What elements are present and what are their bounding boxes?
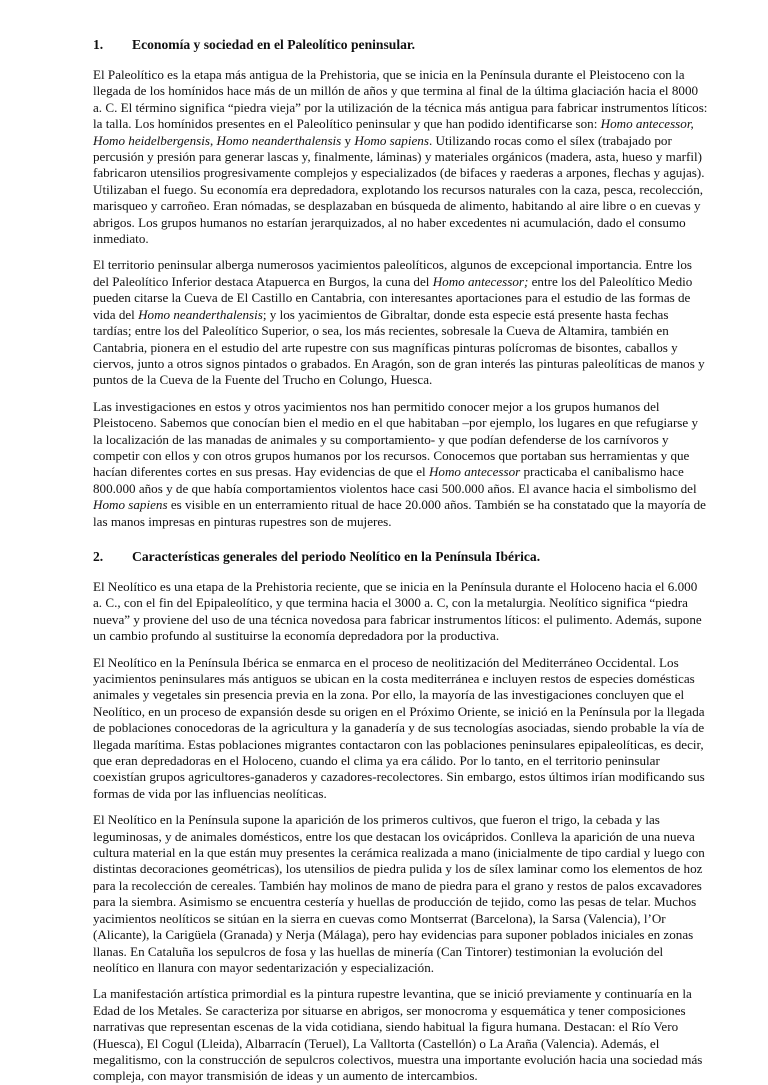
species-name: Homo antecessor [428, 464, 521, 480]
text-run: . Utilizando rocas como el sílex (trabajado por percusión y presión para generar lascas y, finalmente, láminas) y materiales orgánicos (madera, asta, hueso y marfil) fabricaron utensilios progresivamente complejos y especializados (de bifaces y raederas a arpones, flechas y agujas). Utilizaban el fuego. Su economía era depredadora, explotando los recursos naturales con la caza, pesca, recolección, marisqueo y carroñeo. Eran nómadas, se desplazaban en búsqueda de alimento, habitando al aire libre o en cuevas y abrigos. Los grupos humanos no estarían jerarquizados, al no haber excedentes ni acumulación, dado el consumo inmediato. [93, 132, 705, 247]
text-run: La manifestación artística primordial es la pintura rupestre levantina, que se inició previamente y continuaría en la Edad de los Metales. Se caracteriza por situarse en abrigos, ser monocroma y esquemática y tener composiciones narrativas que representan escenas de la vida cotidiana, siendo habitual la figura humana. Destacan: el Río Vero (Huesca), El Cogul (Lleida), Albarracín (Teruel), La Valltorta (Castellón) o La Araña (Valencia). Además, el megalitismo, con la construcción de sepulcros colectivos, muestra una importante evolución hacia una sociedad más compleja, con mayor transmisión de ideas y un aumento de intercambios. [93, 986, 703, 1084]
species-name: Homo sapiens [93, 497, 168, 513]
section-title: Características generales del periodo Neolítico en la Península Ibérica. [132, 548, 541, 564]
section-paleolithic [93, 36, 708, 530]
text-run: y [341, 132, 355, 148]
section-number: 2. [93, 548, 104, 564]
text-run: entre los del Paleolítico Medio pueden citarse la Cueva de El Castillo en Cantabria, con interesantes aportaciones para el estudio de las formas de vida del [93, 273, 693, 322]
paragraph [93, 812, 708, 976]
text-run: El Neolítico en la Península supone la aparición de los primeros cultivos, que fueron el trigo, la cebada y las leguminosas, y de animales domésticos, entre los que destacan los ovicápridos. Conlleva la aparición de una nueva cultura material en la que están muy presentes la cerámica realizada a mano (inicialmente de tipo cardial y luego con distintas decoraciones geométricas), los utensilios de piedra pulida y los de sílex laminar como los elementos de hoz para la recolección de cereales. También hay molinos de mano de piedra para el grano y restos de palos excavadores para la siembra. Asimismo se encuentra cestería y huellas de producción de tejido, como las pesas de telar. Muchos yacimientos neolíticos se sitúan en la sierra en cuevas como Montserrat (Barcelona), la Sarsa (Valencia), l’Or (Alicante), la Carigüela (Granada) y Nerja (Málaga), pero hay evidencias para suponer poblados iniciales en zonas llanas. En Cataluña los sepulcros de fosa y las huellas de minería (Can Tintorer) testimonian la evolución del neolítico en llanura con mayor sedentarización y especialización. [93, 812, 705, 975]
species-name: Homo neanderthalensis [216, 132, 342, 148]
section-number: 1. [93, 37, 104, 52]
species-name: Homo antecessor, Homo heidelbergensis [93, 116, 694, 148]
species-name: Homo neanderthalensis [138, 306, 263, 322]
text-run: practicaba el canibalismo hace 800.000 años y de que había comportamientos violentos hace casi 500.000 años. El avance hacia el simbolismo del [93, 464, 697, 496]
paragraph [93, 579, 708, 645]
section-title: Economía y sociedad en el Paleolítico peninsular. [132, 37, 416, 52]
text-run: , [209, 132, 217, 148]
text-run: ; y los yacimientos de Gibraltar, donde esta especie está presente hasta fechas tardías; entre los del Paleolítico Superior, o sea, los más recientes, sobresale la Cueva de Altamira, también en Cantabria, pionera en el estudio del arte rupestre con sus magníficas pinturas polícromas de bisontes, caballos y ciervos, junto a otros signos pintados o grabados. En Aragón, son de gran interés las pinturas paleolíticas de manos y puntos de la Cueva de la Fuente del Trucho en Colungo, Huesca. [93, 306, 705, 388]
paragraph [93, 67, 708, 247]
text-run: El territorio peninsular alberga numerosos yacimientos paleolíticos, algunos de excepcional importancia. Entre los del Paleolítico Inferior destaca Atapuerca en Burgos, la cuna del [93, 257, 692, 289]
paragraph [93, 986, 708, 1084]
section-heading [93, 548, 708, 565]
text-run: El Neolítico es una etapa de la Prehistoria reciente, que se inicia en la Península durante el Holoceno hacia el 6.000 a. C., con el fin del Epipaleolítico, y que termina hacia el 3000 a. C, con la metalurgia. Neolítico significa “piedra nueva” y proviene del uso de una técnica novedosa para fabricar instrumentos líticos: el pulimento. Además, supone un cambio profundo al sustituirse la economía depredadora por la productiva. [93, 578, 702, 644]
text-run: El Neolítico en la Península Ibérica se enmarca en el proceso de neolitización del Mediterráneo Occidental. Los yacimientos peninsulares más antiguos se ubican en la costa mediterránea e incluyen restos de especies domésticas animales y vegetales sin presencia previa en la zona. Por ello, la mayoría de las investigaciones concluyen que el Neolítico, en un proceso de expansión desde su origen en el Próximo Oriente, se inició en la Península por la llegada de poblaciones conocedoras de la agricultura y la ganadería y de sus tecnologías asociadas, siendo probable la vía de llegada marítima. Estas poblaciones migrantes contactaron con las poblaciones peninsulares epipaleolíticas, es decir, que eran depredadoras en el Holoceno, cuando el clima ya era cálido. Por lo tanto, en el territorio peninsular coexistían grupos agricultores-ganaderos y cazadores-recolectores. Sin embargo, estos últimos irían modificando sus formas de vida por las influencias neolíticas. [93, 654, 705, 801]
text-run: El Paleolítico es la etapa más antigua de la Prehistoria, que se inicia en la Península durante el Pleistoceno con la llegada de los homínidos hace más de un millón de años y que termina al final de la última glaciación hacia el 8000 a. C. El término significa “piedra vieja” por la utilización de la técnica más antigua para fabricar instrumentos líticos: la talla. Los homínidos presentes en el Paleolítico peninsular y que han podido identificarse son: [93, 67, 708, 132]
text-run: es visible en un enterramiento ritual de hace 20.000 años. También se ha constatado que la mayoría de las manos impresas en pinturas rupestres son de mujeres. [93, 497, 706, 529]
text-run: Las investigaciones en estos y otros yacimientos nos han permitido conocer mejor a los grupos humanos del Pleistoceno. Sabemos que conocían bien el medio en el que habitaban –por ejemplo, los lugares en que refugiarse y la localización de las manadas de animales y su comportamiento- y que podían defenderse de los carnívoros y competir con ellos y con otros grupos humanos por los recursos. Conocemos que portaban sus herramientas y que hacían diferentes cortes en sus presas. Hay evidencias de que el [93, 398, 699, 480]
species-name: Homo antecessor; [432, 273, 529, 289]
species-name: Homo sapiens [354, 132, 429, 148]
paragraph [93, 399, 708, 530]
paragraph [93, 655, 708, 803]
paragraph [93, 257, 708, 388]
section-heading [93, 36, 708, 53]
section-neolithic [93, 548, 708, 1085]
